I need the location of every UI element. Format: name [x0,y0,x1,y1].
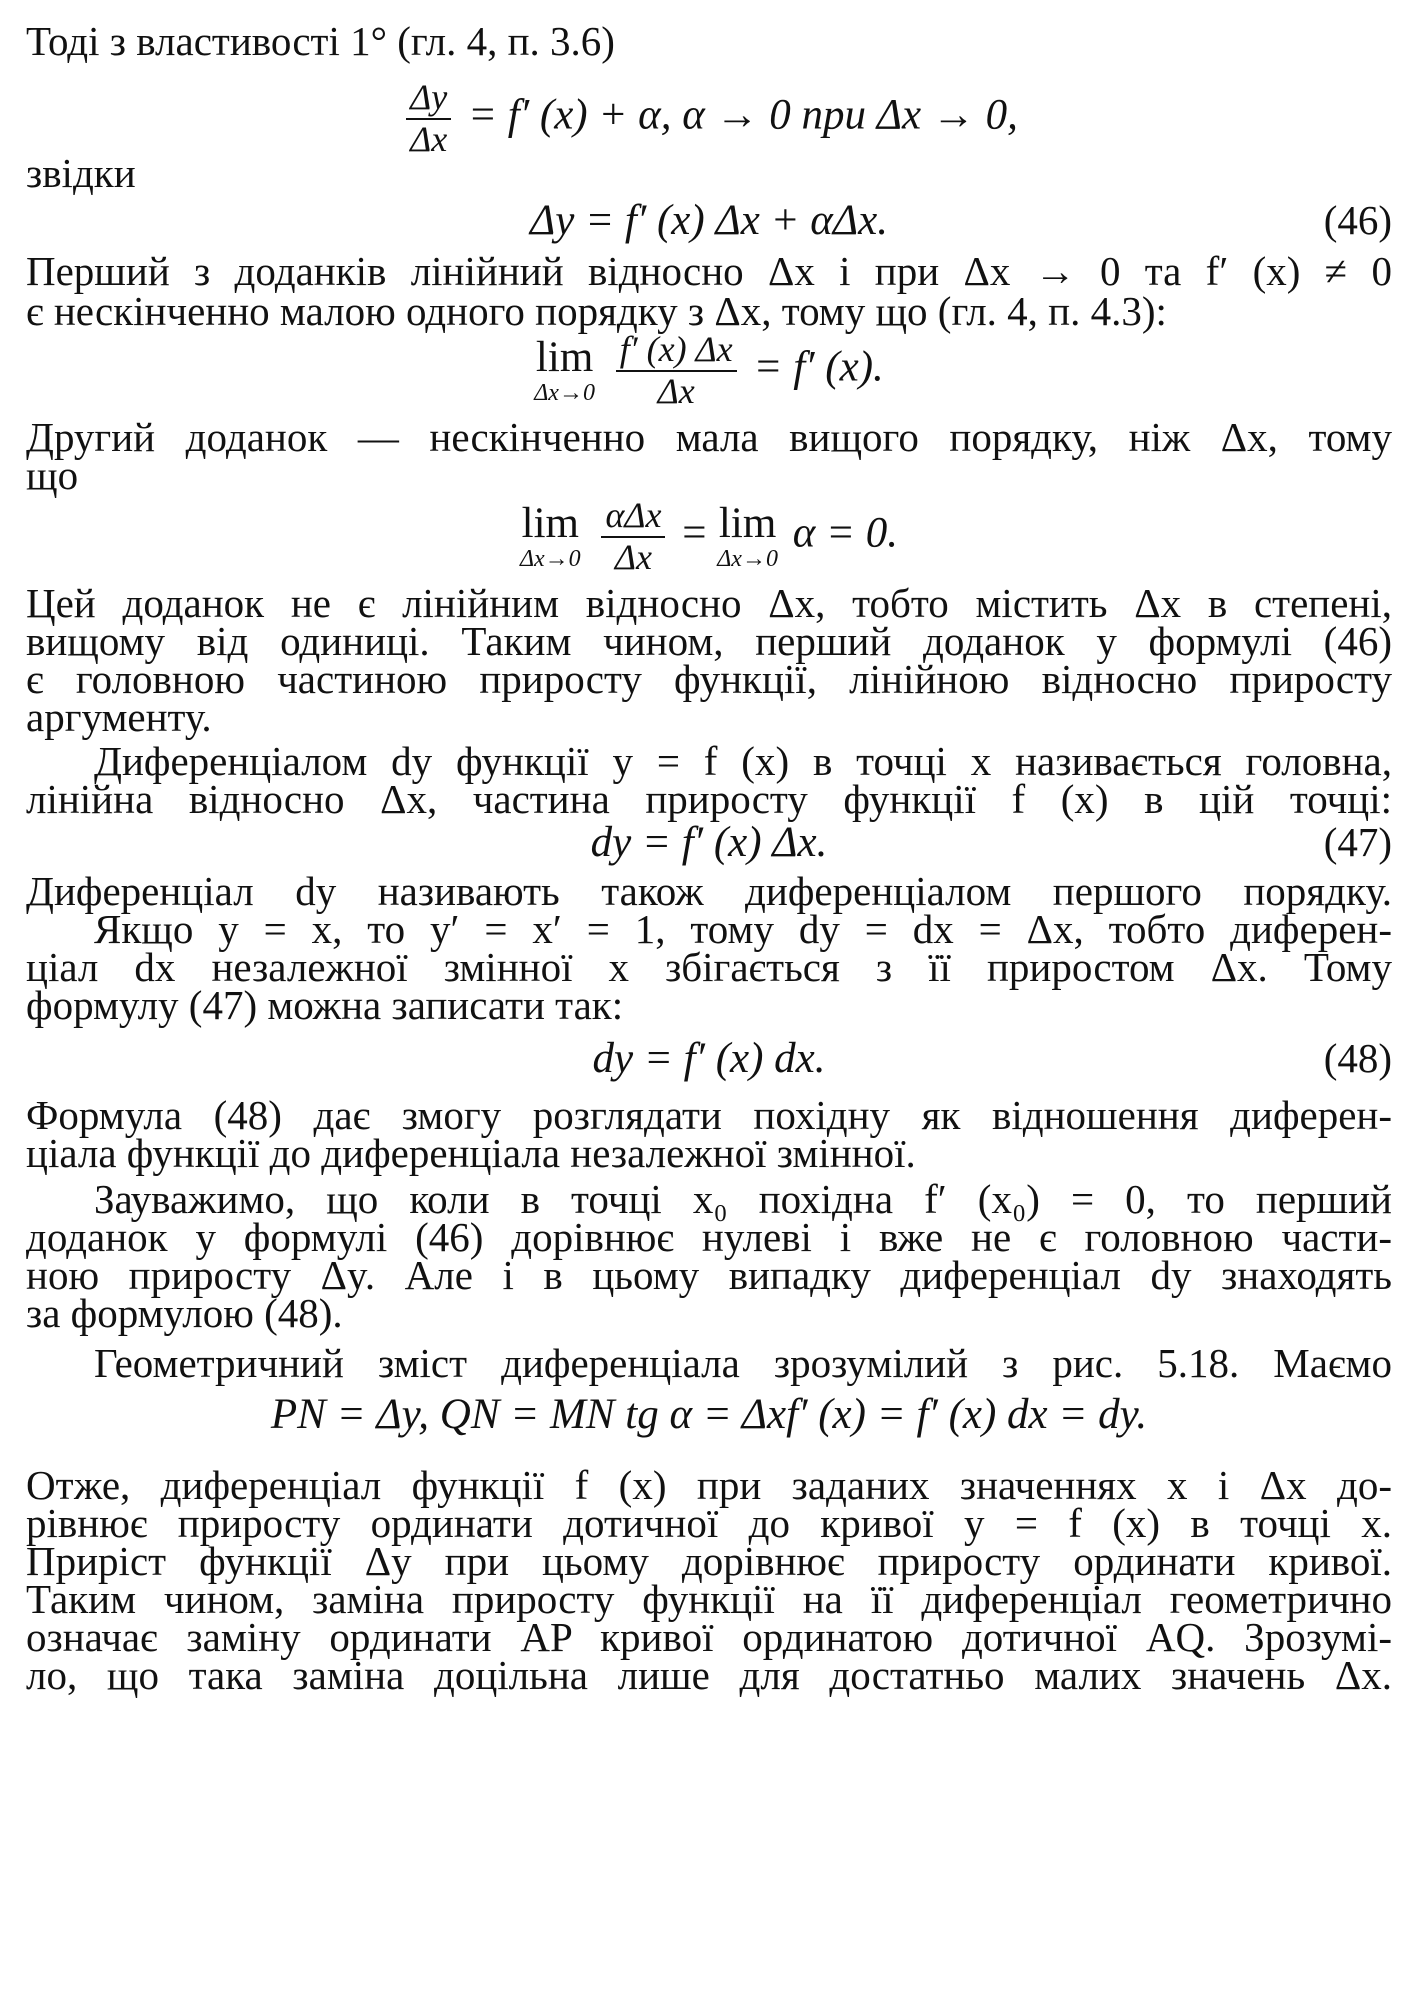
text-line: Перший з доданків лінійний відносно Δx і при Δx → 0 та f′ (x) ≠ 0 [26,248,1392,294]
equation-limit-linear-term: lim Δx→0 $\frac{f' (x) \Delta x}{\Delta x}$ = f′ (x). [534,329,884,411]
text-line: що [26,452,79,498]
text-line: Таким чином, заміна приросту функції на її диференціал геометрично [26,1576,1392,1622]
text-line: Якщо y = x, то y′ = x′ = 1, тому dy = dx = Δx, тобто диферен- [94,906,1392,952]
text-line: Приріст функції Δy при цьому дорівнює приросту ординати кривої. [26,1538,1392,1584]
fraction-dy-dx: $\frac{\Delta y}{\Delta x}$ [406,78,451,159]
text-line: за формулою (48). [26,1290,343,1336]
text-line: доданок у формулі (46) дорівнює нулеві і вже не є головною части- [26,1214,1392,1260]
definition-differential-line: Диференціалом dy функції y = f (x) в точці x називається головна, [94,738,1392,784]
text-line: є нескінченно малою одного порядку з Δx, тому що (гл. 4, п. 4.3): [26,288,1167,334]
text-line: Тоді з властивості 1° (гл. 4, п. 3.6) [26,18,615,64]
equation-derivative-limit: $\frac{\Delta y}{\Delta x}$ = f′ (x) + α, α → 0 при Δx → 0, [26,78,1392,159]
text-line: ло, що така заміна доцільна лише для достатньо малих значень Δx. [26,1652,1392,1698]
equation-47: dy = f′ (x) Δx. [590,819,828,866]
text-line: аргументу. [26,694,212,740]
equation-48: dy = f′ (x) dx. [592,1035,826,1082]
equation-number-48: (48) [1323,1035,1392,1081]
text-line: Цей доданок не є лінійним відносно Δx, тобто містить Δx в степені, [26,580,1392,626]
text-line: Отже, диференціал функції f (x) при заданих значеннях x і Δx до- [26,1462,1392,1508]
text-line: Зауважимо, що коли в точці x₀ похідна f′ (x₀) = 0, то перший [94,1176,1392,1222]
text-line: Формула (48) дає змогу розглядати похідну як відношення диферен- [26,1092,1392,1138]
text-line: ною приросту Δy. Але і в цьому випадку диференціал dy знаходять [26,1252,1392,1298]
text-line: є головною частиною приросту функції, лінійною відносно приросту [26,656,1392,702]
equation-46: Δy = f′ (x) Δx + αΔx. [530,197,888,244]
text-line: звідки [26,150,136,196]
text-line: вищому від одиниці. Таким чином, перший доданок у формулі (46) [26,618,1392,664]
text-line: Другий доданок — нескінченно мала вищого порядку, ніж Δx, тому [26,414,1392,460]
equation-geometric-meaning: PN = Δy, QN = MN tg α = Δxf′ (x) = f′ (x) dx = dy. [270,1391,1148,1438]
text-line: рівнює приросту ординати дотичної до кривої y = f (x) в точці x. [26,1500,1392,1546]
equation-number-46: (46) [1323,197,1392,243]
text-line: ціал dx незалежної змінної x збігається з її приростом Δx. Тому [26,944,1392,990]
text-line: означає заміну ординати AP кривої ординатою дотичної AQ. Зрозумі- [26,1614,1392,1660]
text-line: ціала функції до диференціала незалежної змінної. [26,1130,916,1176]
equation-number-47: (47) [1323,819,1392,865]
definition-differential-line: лінійна відносно Δx, частина приросту функції f (x) в цій точці: [26,776,1392,822]
text-line: Диференціал dy називають також диференціалом першого порядку. [26,868,1392,914]
text-line: формулу (47) можна записати так: [26,982,624,1028]
equation-limit-higher-order: lim Δx→0 $\frac{\text{αΔx}}{\Delta x}$ = lim Δx→0 α = 0. [519,495,899,577]
text-line: Геометричний зміст диференціала зрозумілий з рис. 5.18. Маємо [94,1340,1392,1386]
